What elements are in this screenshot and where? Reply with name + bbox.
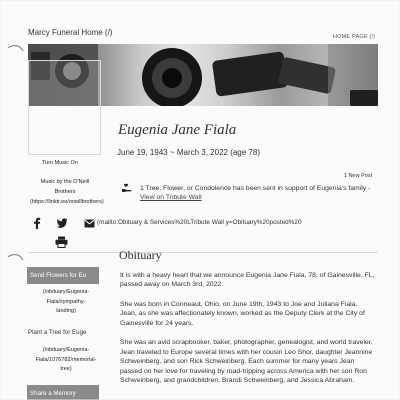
send-flowers-url[interactable] xyxy=(30,288,102,317)
send-flowers-button[interactable]: Send Flowers for Eu xyxy=(27,267,99,284)
music-credit-link[interactable]: (https://linktr.ee/oneillbrothers) xyxy=(30,199,104,206)
camera-lens-glass xyxy=(162,68,182,88)
person-name: Eugenia Jane Fiala xyxy=(118,122,237,138)
top-bar xyxy=(0,0,400,44)
music-credit-line-1: Music by the O'Neill xyxy=(40,179,90,185)
tribute-message-text: 1 Tree, Flower, or Condolence has been sent in support of Eugenia's family - xyxy=(140,185,371,192)
obituary-paragraph-1: It is with a heavy heart that we announce Eugenia Jane Fiala, 78, of Gainesville, FL, passed away on March 3rd, 2022. xyxy=(120,272,375,289)
share-icons-row xyxy=(33,216,95,230)
obituary-body xyxy=(120,271,376,395)
tribute-message xyxy=(140,184,376,202)
plant-tree-url-line-2: Fiala/1076782/memorial- xyxy=(35,356,97,363)
view-tribute-wall-link[interactable]: View on Tribute Wall xyxy=(140,194,202,202)
twitter-icon[interactable] xyxy=(57,218,68,228)
share-memory-button[interactable]: Share a Memory xyxy=(27,385,99,400)
music-credit-line-2: Brothers xyxy=(54,189,76,196)
print-icon[interactable] xyxy=(55,236,68,248)
home-page-link[interactable]: HOME PAGE (/) xyxy=(333,34,376,40)
obituary-paragraph-2: She was born in Conneaut, Ohio, on June 19th, 1943 to Joe and Juliana Fiala. Jean, as she was affectionately known, worked as the Deputy Clerk at the City of Gainesville for 24 years. xyxy=(120,300,365,327)
profile-photo-frame xyxy=(28,60,101,155)
new-post-count[interactable]: 1 New Post xyxy=(344,173,373,179)
person-dates: June 19, 1943 ~ March 3, 2022 (age 78) xyxy=(117,148,260,157)
mailto-share-link[interactable]: (mailto:Obituary & Services%20LTribute Wall y=Obituary%20posted%20 xyxy=(97,219,302,226)
send-flowers-url-line-3: landing) xyxy=(56,308,76,315)
music-credit xyxy=(30,177,104,208)
send-flowers-url-line-2: Fiala/sympathy- xyxy=(46,298,86,305)
send-flowers-url-line-1: (/obituary/Eugenia- xyxy=(42,289,90,295)
plant-tree-button[interactable]: Plant a Tree for Euge xyxy=(28,329,87,336)
music-toggle-button[interactable]: Turn Music On xyxy=(42,160,78,166)
hand-heart-icon xyxy=(121,183,133,193)
film-canister-1 xyxy=(212,51,288,97)
obituary-paragraph-3: She was an avid scrapbooker, baker, photographer, genealogist, and world traveler. Jean traveled to Europe several times with her cousin Leo Shor, daughter Jeannine Schweinberg, and son Rick Schweinberg. Each summer for many years Jean passed on her love for traveling by road-tripping across America with her son Ron Schweinberg, and grandchildren, Brandi Schweinberg, and Jessica Abraham. xyxy=(120,339,373,384)
punch-mark-bottom xyxy=(8,255,23,260)
content-divider xyxy=(28,252,378,253)
mail-icon[interactable] xyxy=(84,219,95,228)
plant-tree-url-line-1: (/obituary/Eugenia- xyxy=(42,347,90,353)
obituary-heading: Obituary xyxy=(119,248,162,262)
punch-mark-top xyxy=(8,46,23,51)
film-canister-4 xyxy=(350,90,378,106)
film-canister-2 xyxy=(278,57,336,95)
facebook-icon[interactable] xyxy=(33,217,41,229)
plant-tree-url-line-3: tree) xyxy=(60,366,72,373)
site-title-link[interactable]: Marcy Funeral Home (/) xyxy=(28,28,113,37)
plant-tree-url[interactable] xyxy=(30,346,102,375)
